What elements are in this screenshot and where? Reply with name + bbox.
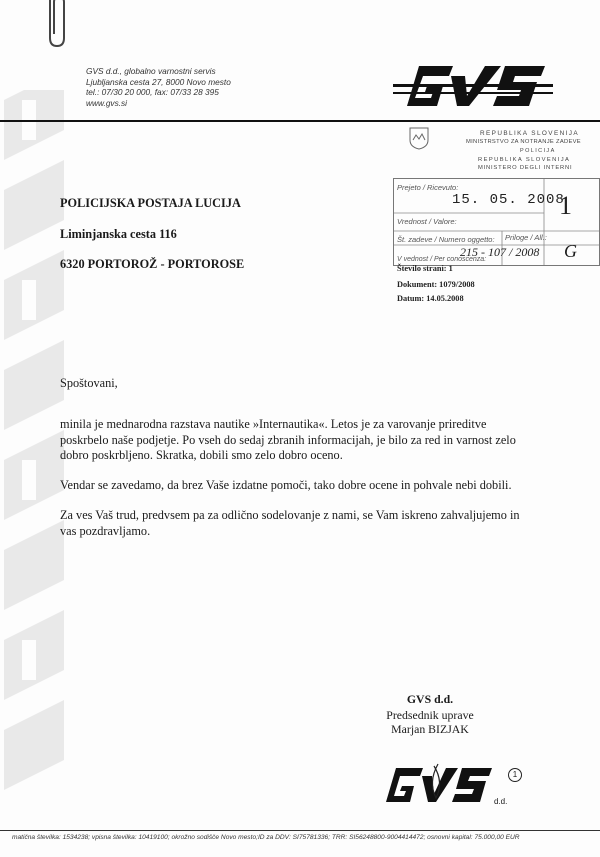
page-count: Število strani: 1: [397, 264, 453, 273]
document-number: Dokument: 1079/2008: [397, 280, 475, 289]
web-line: www.gvs.si: [86, 97, 128, 108]
class-label: Vrednost / Valore:: [397, 217, 457, 226]
gvs-logo: [393, 62, 553, 112]
paperclip-icon: [40, 0, 74, 52]
stamp-line-2: MINISTRSTVO ZA NOTRANJE ZADEVE: [466, 139, 581, 145]
paragraph-line: minila je mednarodna razstava nautike »Internautika«. Letos je za varovanje prireditve: [60, 417, 487, 431]
greeting: Spoštovani,: [60, 376, 118, 390]
stamp-line-1: REPUBLIKA SLOVENIJA: [480, 130, 580, 137]
received-label: Prejeto / Ricevuto:: [397, 183, 459, 192]
stamp-suffix: d.d.: [494, 797, 508, 806]
attachments-label: Priloge / All.:: [505, 233, 547, 242]
header-divider: [0, 120, 600, 122]
signature-name: Marjan BIZJAK: [391, 722, 469, 736]
signature-company: GVS d.d.: [406, 692, 454, 706]
stamp-line-3: POLICIJA: [520, 148, 556, 154]
phone-line: tel.: 07/30 20 000, fax: 07/33 28 395: [86, 87, 219, 97]
file-number: 215 - 107 / 2008: [460, 245, 540, 259]
coat-of-arms-icon: [408, 126, 430, 150]
paragraph-2: [60, 478, 540, 494]
company-line: GVS d.d., globalno varnostni servis: [86, 66, 216, 76]
footer-registry-info: matična številka: 1534238; vpisna številka: 10419100; okrožno sodišče Novo mesto;ID za DDV: SI75781336; TRR: SI56248800-9004414472; osnovni kapital: 75.000,00 EUR: [12, 834, 520, 841]
address-line: Ljubljanska cesta 27, 8000 Novo mesto: [86, 76, 231, 87]
paragraph-line: Vendar se zavedamo, da brez Vaše izdatne pomoči, tako dobre ocene in pohvale nebi dobili.: [60, 478, 512, 492]
paragraph-line: vas pozdravljamo.: [60, 523, 151, 538]
handwritten-one: 1: [559, 191, 572, 220]
paragraph-line: dobro poskrbljeno. Skratka, dobili smo zelo dobro oceno.: [60, 448, 343, 462]
paragraph-3: [60, 508, 540, 539]
recipient-city: 6320 PORTOROŽ - PORTOROSE: [60, 257, 245, 271]
recipient-street: Liminjanska cesta 116: [60, 227, 177, 241]
stamp-line-4: REPUBLIKA SLOVENIJA: [478, 157, 571, 163]
recipient-name: POLICIJSKA POSTAJA LUCIJA: [60, 196, 241, 210]
stamp-line-5: MINISTERO DEGLI INTERNI: [478, 165, 573, 171]
registry-stamp: [393, 178, 600, 266]
file-label: Št. zadeve / Numero oggetto:: [397, 235, 495, 244]
company-stamp-logo: [378, 762, 496, 806]
received-date: 15. 05. 2008: [452, 192, 565, 208]
sender-address: [86, 66, 231, 108]
stamp-number: 1: [508, 768, 522, 782]
signature-title: Predsednik uprave: [386, 708, 474, 722]
copies-label: V vednost / Per conoscenza:: [397, 256, 487, 263]
document-date: Datum: 14.05.2008: [397, 294, 464, 303]
footer-divider: [0, 830, 600, 831]
handwritten-g: G: [564, 241, 577, 261]
paragraph-line: poskrbelo naše podjetje. Po vseh do sedaj zbranih informacijah, je bilo za red in varnost zelo: [60, 432, 516, 447]
paragraph-line: Za ves Vaš trud, predvsem pa za odlično sodelovanje z nami, se Vam iskreno zahvaljujemo in: [60, 508, 520, 522]
paragraph-1: [60, 417, 540, 464]
